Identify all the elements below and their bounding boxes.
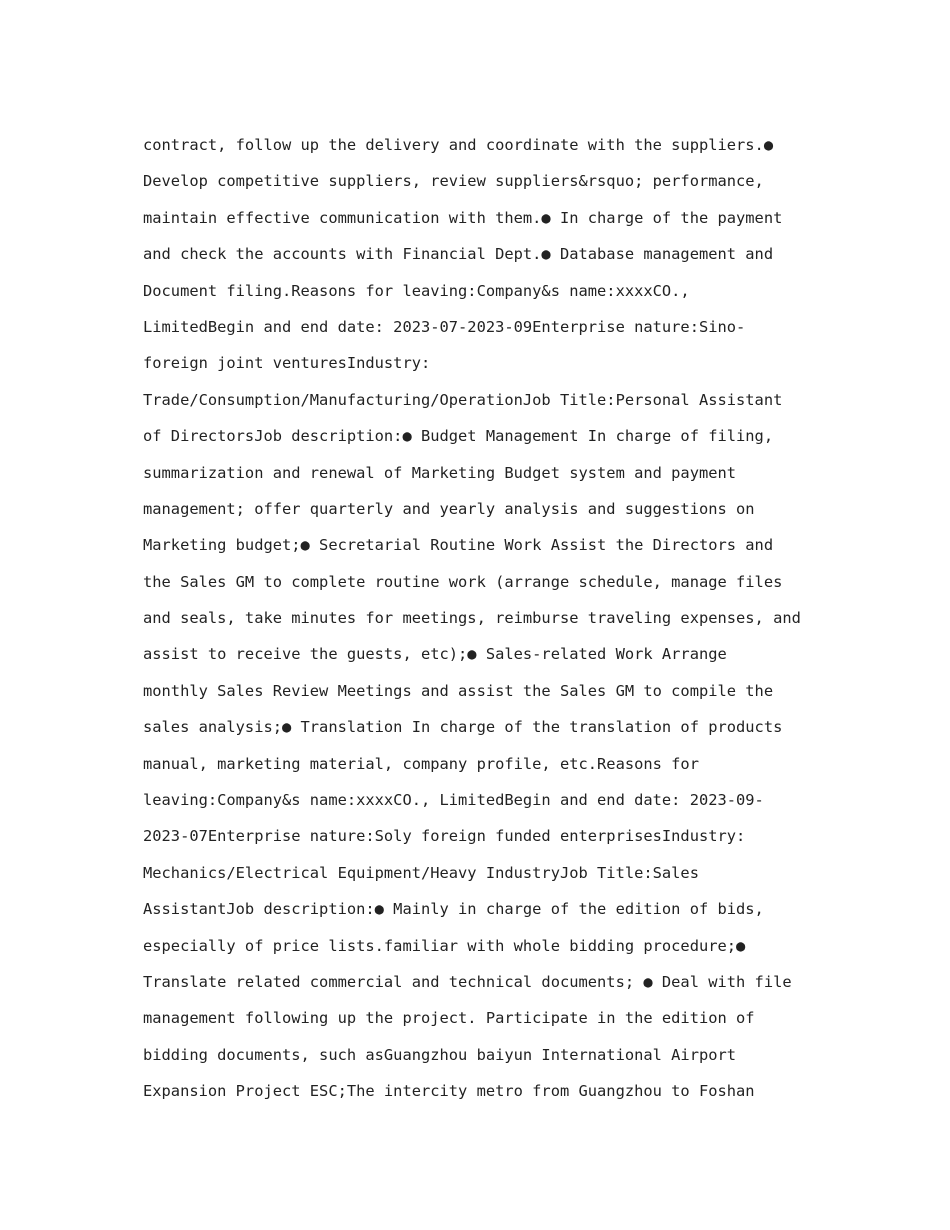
text-line: contract, follow up the delivery and coordinate with the suppliers.● [143,136,774,154]
text-line: sales analysis;● Translation In charge of the translation of products [143,718,783,737]
text-line: maintain effective communication with them.● In charge of the payment [143,208,783,227]
text-line: and check the accounts with Financial Dept.● Database management and [143,245,774,264]
text-line: Translate related commercial and technical documents; ● Deal with file [143,972,792,991]
text-line: LimitedBegin and end date: 2023-07-2023-09Enterprise nature:Sino- [143,317,746,336]
text-line: foreign joint venturesIndustry: [143,354,431,373]
text-line: of DirectorsJob description:● Budget Management In charge of filing, [143,427,774,446]
text-line: leaving:Company&s name:xxxxCO., LimitedBegin and end date: 2023-09- [143,791,764,810]
text-line: Document filing.Reasons for leaving:Company&s name:xxxxCO., [143,281,690,300]
text-line: the Sales GM to complete routine work (arrange schedule, manage files [143,572,783,591]
text-line: especially of price lists.familiar with whole bidding procedure;● [143,936,746,955]
text-line: management; offer quarterly and yearly analysis and suggestions on [143,499,755,518]
resume-body-text [143,127,843,1110]
text-line: Expansion Project ESC;The intercity metro from Guangzhou to Foshan [143,1082,755,1101]
text-line: AssistantJob description:● Mainly in charge of the edition of bids, [143,900,764,919]
text-line: Trade/Consumption/Manufacturing/OperationJob Title:Personal Assistant [143,390,783,409]
text-line: Develop competitive suppliers, review suppliers&rsquo; performance, [143,172,764,191]
text-line: and seals, take minutes for meetings, reimburse traveling expenses, and [143,609,801,628]
text-line: 2023-07Enterprise nature:Soly foreign funded enterprisesIndustry: [143,827,746,846]
text-line: summarization and renewal of Marketing Budget system and payment [143,463,737,482]
text-line: management following up the project. Participate in the edition of [143,1009,755,1028]
text-line: Mechanics/Electrical Equipment/Heavy IndustryJob Title:Sales [143,863,699,882]
text-line: bidding documents, such asGuangzhou baiyun International Airport [143,1045,737,1064]
text-line: manual, marketing material, company profile, etc.Reasons for [143,754,699,773]
text-line: monthly Sales Review Meetings and assist the Sales GM to compile the [143,681,774,700]
text-line: Marketing budget;● Secretarial Routine Work Assist the Directors and [143,536,774,555]
text-line: assist to receive the guests, etc);● Sales-related Work Arrange [143,645,727,664]
